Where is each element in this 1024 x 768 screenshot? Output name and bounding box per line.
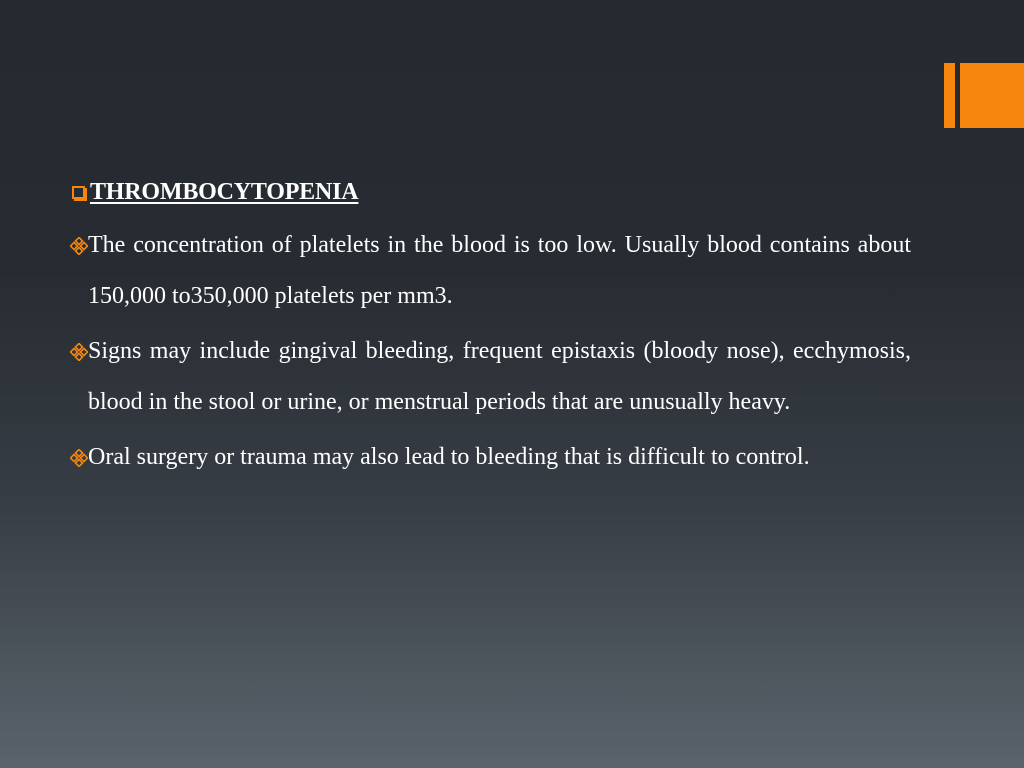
slide-content <box>70 170 911 487</box>
accent-bar-thin <box>944 63 955 128</box>
bullet-text-1: The concentration of platelets in the blood is too low. Usually blood contains about 150,000 to350,000 platelets per mm3. <box>88 232 911 309</box>
slide-heading <box>70 170 911 214</box>
accent-bar-thick <box>960 63 1024 128</box>
diamond-bullet-icon <box>70 326 88 377</box>
bullet-item-2 <box>70 326 911 428</box>
bullet-item-1 <box>70 220 911 322</box>
bullet-text-3: Oral surgery or trauma may also lead to bleeding that is difficult to control. <box>88 444 810 470</box>
bullet-item-3 <box>70 432 911 483</box>
heading-text: THROMBOCYTOPENIA <box>90 178 359 205</box>
diamond-bullet-icon <box>70 432 88 483</box>
square-bullet-icon <box>72 186 85 199</box>
bullet-text-2: Signs may include gingival bleeding, frequent epistaxis (bloody nose), ecchymosis, blood in the stool or urine, or menstrual periods that are unusually heavy. <box>88 338 911 415</box>
diamond-bullet-icon <box>70 220 88 271</box>
